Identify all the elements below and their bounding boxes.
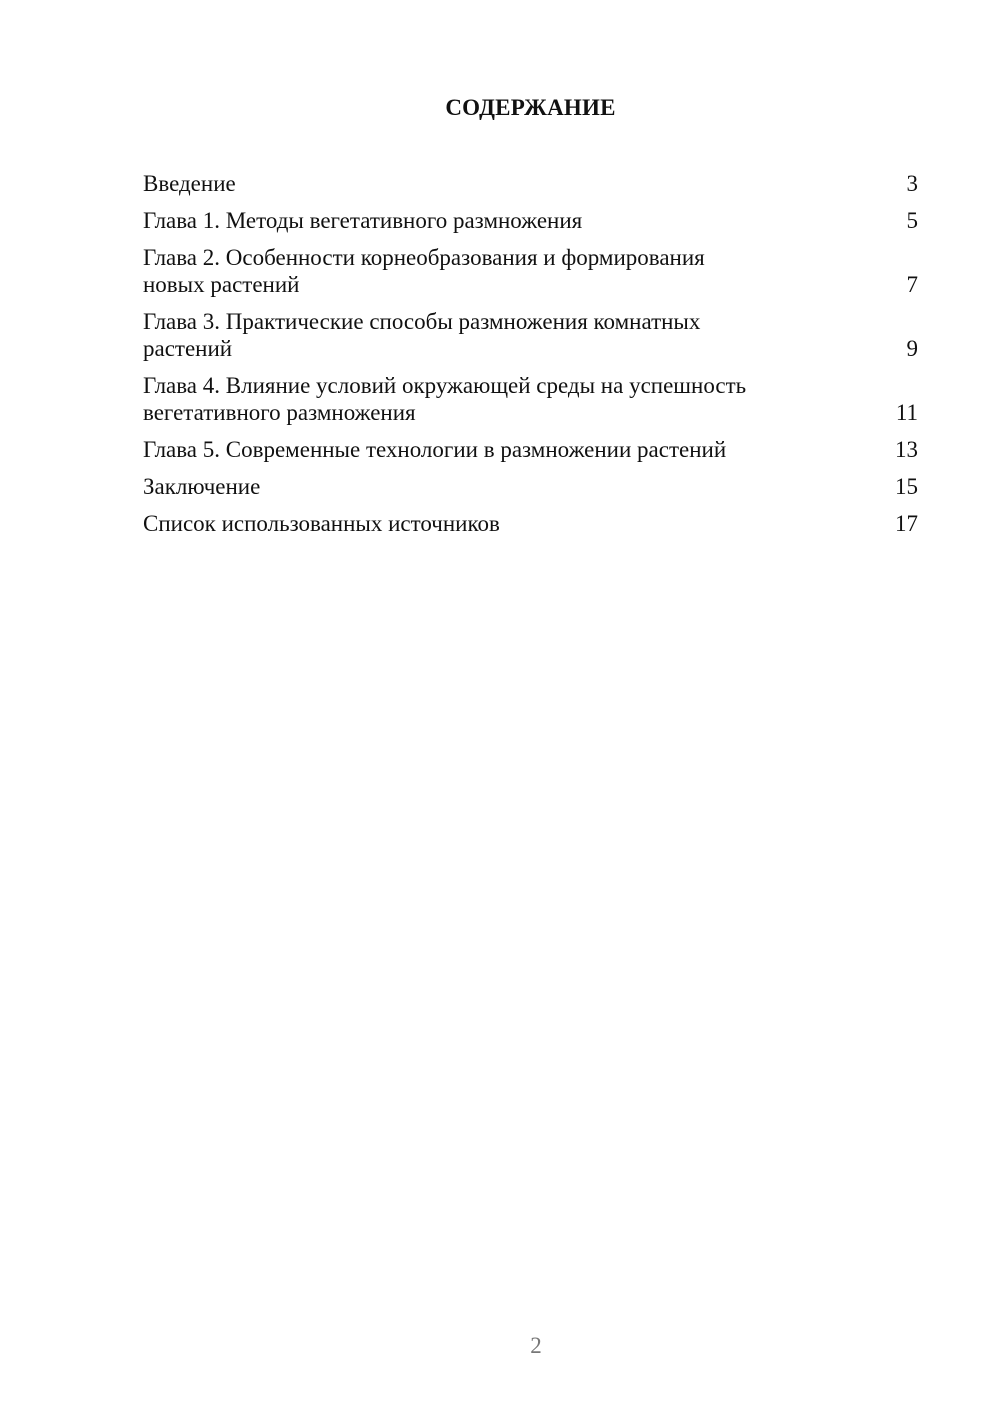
toc-item-page: 13 <box>895 437 918 462</box>
toc-item-page: 5 <box>906 208 918 233</box>
toc-item-page: 3 <box>906 171 918 196</box>
toc-item-label: Глава 3. Практические способы размножения комнатных растений <box>143 309 701 361</box>
table-of-contents <box>143 170 918 547</box>
toc-item-chapter-2 <box>143 244 918 298</box>
toc-item-page: 17 <box>895 511 918 536</box>
toc-item-page: 11 <box>895 400 918 425</box>
page-title: СОДЕРЖАНИЕ <box>445 95 616 120</box>
toc-item-label: Список использованных источников <box>143 511 500 536</box>
toc-item-label: Глава 2. Особенности корнеобразования и формирования новых растений <box>143 245 705 297</box>
toc-item-label: Глава 5. Современные технологии в размножении растений <box>143 437 727 462</box>
page-number: 2 <box>530 1333 542 1358</box>
toc-item-label: Глава 1. Методы вегетативного размножения <box>143 208 583 233</box>
toc-item-label: Заключение <box>143 474 261 499</box>
toc-item-label: Глава 4. Влияние условий окружающей среды на успешность вегетативного размножения <box>143 373 747 425</box>
toc-item-label: Введение <box>143 171 236 196</box>
toc-item-references <box>143 510 918 537</box>
toc-item-chapter-3 <box>143 308 918 362</box>
toc-item-page: 7 <box>906 272 918 297</box>
toc-item-conclusion <box>143 473 918 500</box>
toc-item-chapter-1 <box>143 207 918 234</box>
toc-item-chapter-5 <box>143 436 918 463</box>
toc-item-page: 15 <box>895 474 918 499</box>
toc-item-chapter-4 <box>143 372 918 426</box>
toc-item-introduction <box>143 170 918 197</box>
toc-item-page: 9 <box>906 336 918 361</box>
